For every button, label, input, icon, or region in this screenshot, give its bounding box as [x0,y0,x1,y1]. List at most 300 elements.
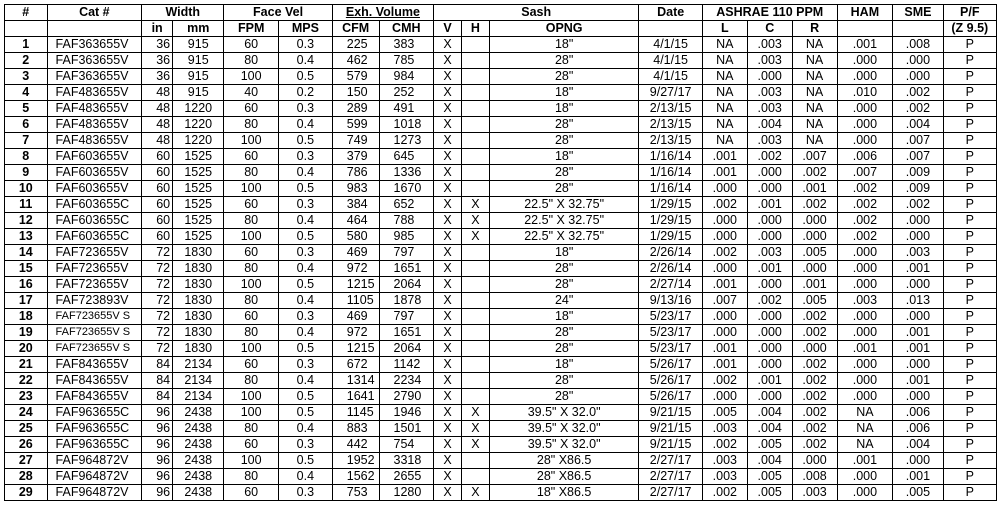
cell-c: .003 [747,53,792,69]
cell-h: X [461,485,489,501]
cell-v: X [434,69,462,85]
cell-mm: 1830 [173,325,224,341]
cell-fpm: 60 [224,149,279,165]
cell-cmh: 2064 [379,277,434,293]
cell-opng: 28" [489,53,639,69]
cell-cmh: 785 [379,53,434,69]
cell-pf: P [943,389,996,405]
cell-l: .000 [702,213,747,229]
cell-sme: .001 [893,341,943,357]
cell-pf: P [943,133,996,149]
cell-opng: 28" [489,165,639,181]
header-pf: P/F [943,5,996,21]
cell-date: 2/13/15 [639,117,703,133]
cell-mps: 0.5 [278,405,332,421]
cell-c: .000 [747,229,792,245]
cell-fpm: 80 [224,53,279,69]
cell-date: 2/26/14 [639,245,703,261]
cell-num: 7 [5,133,48,149]
cell-sme: .006 [893,405,943,421]
cell-opng: 22.5" X 32.75" [489,229,639,245]
cell-cfm: 225 [332,37,379,53]
cell-cmh: 1670 [379,181,434,197]
cell-h: X [461,437,489,453]
cell-h [461,245,489,261]
cell-sme: .007 [893,149,943,165]
cell-sme: .005 [893,485,943,501]
cell-c: .001 [747,373,792,389]
cell-v: X [434,213,462,229]
cell-fpm: 60 [224,485,279,501]
header-exh-volume [332,5,433,21]
cell-h [461,37,489,53]
cell-cmh: 1273 [379,133,434,149]
cell-cat: FAF843655V [47,389,142,405]
cell-r: .000 [792,213,837,229]
cell-mm: 1830 [173,261,224,277]
cell-date: 5/26/17 [639,389,703,405]
cell-cat: FAF723893V [47,293,142,309]
header-mps: MPS [278,21,332,37]
cell-r: .002 [792,357,837,373]
cell-r: .008 [792,469,837,485]
cell-sme: .000 [893,213,943,229]
cell-cat: FAF964872V [47,485,142,501]
cell-pf: P [943,453,996,469]
cell-l: NA [702,101,747,117]
table-row [5,469,997,485]
cell-r: .002 [792,325,837,341]
cell-in: 84 [142,357,173,373]
table-row [5,437,997,453]
cell-mm: 1525 [173,149,224,165]
cell-r: .000 [792,341,837,357]
cell-opng: 18" [489,85,639,101]
cell-num: 19 [5,325,48,341]
table-row [5,453,997,469]
header-sash: Sash [434,5,639,21]
cell-v: X [434,485,462,501]
cell-in: 72 [142,293,173,309]
cell-cmh: 797 [379,309,434,325]
cell-mps: 0.4 [278,53,332,69]
cell-v: X [434,389,462,405]
cell-mm: 1830 [173,277,224,293]
cell-sme: .000 [893,69,943,85]
cell-ham: .000 [837,485,893,501]
cell-l: .005 [702,405,747,421]
cell-pf: P [943,69,996,85]
cell-cat: FAF603655V [47,181,142,197]
cell-num: 28 [5,469,48,485]
cell-mm: 915 [173,37,224,53]
cell-opng: 28" [489,373,639,389]
cell-mm: 1220 [173,133,224,149]
header-c: C [747,21,792,37]
cell-mps: 0.4 [278,325,332,341]
cell-sme: .009 [893,165,943,181]
cell-pf: P [943,101,996,117]
cell-ham: .001 [837,37,893,53]
cell-in: 36 [142,53,173,69]
cell-in: 72 [142,325,173,341]
cell-fpm: 80 [224,117,279,133]
cell-cat: FAF723655V S [47,325,142,341]
header-in: in [142,21,173,37]
cell-mps: 0.5 [278,277,332,293]
cell-h [461,85,489,101]
table-row [5,357,997,373]
cell-cmh: 797 [379,245,434,261]
cell-fpm: 80 [224,213,279,229]
cell-mps: 0.3 [278,485,332,501]
cell-cfm: 983 [332,181,379,197]
table-row [5,133,997,149]
cell-l: .000 [702,261,747,277]
cell-l: .000 [702,229,747,245]
cell-cfm: 1215 [332,277,379,293]
cell-mm: 1220 [173,101,224,117]
cell-c: .002 [747,293,792,309]
cell-l: .000 [702,309,747,325]
cell-date: 5/26/17 [639,357,703,373]
cell-ham: .000 [837,357,893,373]
cell-cmh: 2790 [379,389,434,405]
cell-num: 22 [5,373,48,389]
cell-v: X [434,149,462,165]
table-row [5,341,997,357]
cell-num: 20 [5,341,48,357]
cell-fpm: 100 [224,133,279,149]
cell-sme: .002 [893,101,943,117]
cell-opng: 28" [489,69,639,85]
cell-v: X [434,373,462,389]
cell-in: 72 [142,277,173,293]
cell-mps: 0.3 [278,357,332,373]
cell-fpm: 60 [224,245,279,261]
header2-ham-empty [837,21,893,37]
cell-ham: .006 [837,149,893,165]
cell-v: X [434,357,462,373]
cell-cmh: 1651 [379,261,434,277]
header-l: L [702,21,747,37]
cell-mm: 2438 [173,421,224,437]
cell-cat: FAF723655V S [47,309,142,325]
cell-opng: 28" [489,261,639,277]
cell-date: 2/27/14 [639,277,703,293]
cell-pf: P [943,357,996,373]
cell-num: 23 [5,389,48,405]
cell-sme: .001 [893,261,943,277]
cell-fpm: 100 [224,453,279,469]
cell-pf: P [943,373,996,389]
cell-num: 12 [5,213,48,229]
cell-h: X [461,405,489,421]
cell-ham: .002 [837,197,893,213]
cell-in: 60 [142,181,173,197]
cell-r: .005 [792,293,837,309]
cell-date: 2/27/17 [639,485,703,501]
cell-r: .002 [792,389,837,405]
cell-date: 1/29/15 [639,229,703,245]
cell-fpm: 100 [224,405,279,421]
cell-c: .003 [747,133,792,149]
cell-cfm: 883 [332,421,379,437]
cell-mps: 0.3 [278,101,332,117]
cell-c: .000 [747,181,792,197]
cell-cfm: 1641 [332,389,379,405]
header-width: Width [142,5,224,21]
cell-mps: 0.3 [278,437,332,453]
cell-c: .005 [747,469,792,485]
cell-opng: 28" [489,325,639,341]
cell-in: 72 [142,261,173,277]
cell-sme: .001 [893,469,943,485]
cell-num: 11 [5,197,48,213]
cell-date: 2/26/14 [639,261,703,277]
cell-h [461,261,489,277]
cell-in: 96 [142,437,173,453]
cell-fpm: 100 [224,341,279,357]
cell-mm: 1525 [173,229,224,245]
table-row [5,37,997,53]
cell-ham: .000 [837,69,893,85]
cell-r: NA [792,37,837,53]
cell-mm: 1830 [173,293,224,309]
cell-mm: 2438 [173,453,224,469]
cell-r: NA [792,53,837,69]
cell-mm: 1525 [173,165,224,181]
cell-c: .000 [747,341,792,357]
cell-date: 9/21/15 [639,405,703,421]
cell-in: 96 [142,421,173,437]
cell-date: 1/16/14 [639,181,703,197]
header-face-vel-label: Face Vel [253,5,304,19]
cell-v: X [434,37,462,53]
cell-num: 1 [5,37,48,53]
cell-h [461,469,489,485]
cell-fpm: 80 [224,373,279,389]
cell-in: 48 [142,117,173,133]
header-row-2 [5,21,997,37]
cell-in: 84 [142,389,173,405]
cell-r: NA [792,133,837,149]
cell-c: .001 [747,197,792,213]
cell-l: .001 [702,165,747,181]
cell-h [461,181,489,197]
cell-mm: 2134 [173,373,224,389]
cell-fpm: 60 [224,309,279,325]
cell-opng: 28" [489,133,639,149]
cell-in: 72 [142,245,173,261]
cell-num: 15 [5,261,48,277]
cell-cat: FAF483655V [47,101,142,117]
header-mm: mm [173,21,224,37]
cell-in: 96 [142,469,173,485]
cell-l: .001 [702,149,747,165]
cell-pf: P [943,261,996,277]
cell-date: 5/23/17 [639,341,703,357]
cell-cfm: 1145 [332,405,379,421]
cell-v: X [434,437,462,453]
cell-pf: P [943,245,996,261]
cell-ham: .000 [837,469,893,485]
cell-fpm: 100 [224,69,279,85]
cell-cfm: 379 [332,149,379,165]
cell-cfm: 1314 [332,373,379,389]
cell-cfm: 580 [332,229,379,245]
cell-c: .005 [747,485,792,501]
cell-date: 5/26/17 [639,373,703,389]
cell-mm: 1830 [173,341,224,357]
cell-cat: FAF363655V [47,37,142,53]
cell-h [461,133,489,149]
cell-ham: .002 [837,181,893,197]
cell-num: 18 [5,309,48,325]
cell-num: 21 [5,357,48,373]
cell-sme: .004 [893,437,943,453]
cell-opng: 18" [489,149,639,165]
table-row [5,405,997,421]
cell-mm: 1830 [173,309,224,325]
table-body [5,37,997,501]
cell-cfm: 579 [332,69,379,85]
cell-num: 13 [5,229,48,245]
cell-cat: FAF723655V S [47,341,142,357]
cell-l: .002 [702,485,747,501]
cell-date: 2/27/17 [639,453,703,469]
cell-c: .003 [747,101,792,117]
cell-ham: NA [837,421,893,437]
cell-opng: 18" [489,357,639,373]
cell-opng: 39.5" X 32.0" [489,405,639,421]
cell-cfm: 786 [332,165,379,181]
cell-h [461,277,489,293]
cell-in: 48 [142,133,173,149]
cell-c: .000 [747,325,792,341]
cell-cat: FAF963655C [47,405,142,421]
table-row [5,485,997,501]
cell-cfm: 442 [332,437,379,453]
cell-opng: 22.5" X 32.75" [489,197,639,213]
table-row [5,149,997,165]
cell-ham: .000 [837,117,893,133]
cell-r: .002 [792,421,837,437]
cell-date: 1/29/15 [639,213,703,229]
cell-num: 9 [5,165,48,181]
cell-mps: 0.2 [278,85,332,101]
cell-v: X [434,325,462,341]
cell-v: X [434,261,462,277]
cell-cat: FAF964872V [47,453,142,469]
cell-opng: 18" [489,245,639,261]
cell-fpm: 80 [224,421,279,437]
cell-in: 60 [142,165,173,181]
cell-date: 1/29/15 [639,197,703,213]
cell-h [461,357,489,373]
table-row [5,245,997,261]
cell-pf: P [943,293,996,309]
cell-num: 6 [5,117,48,133]
cell-ham: NA [837,405,893,421]
table-row [5,373,997,389]
cell-mps: 0.4 [278,293,332,309]
cell-opng: 24" [489,293,639,309]
cell-in: 36 [142,37,173,53]
cell-date: 5/23/17 [639,309,703,325]
cell-cmh: 1651 [379,325,434,341]
cell-cmh: 3318 [379,453,434,469]
cell-mps: 0.4 [278,421,332,437]
cell-cmh: 984 [379,69,434,85]
cell-date: 2/13/15 [639,101,703,117]
cell-cat: FAF603655C [47,197,142,213]
cell-cat: FAF723655V [47,245,142,261]
cell-num: 16 [5,277,48,293]
cell-in: 96 [142,485,173,501]
cell-sme: .001 [893,325,943,341]
header-exh-volume-label: Exh. Volume [345,5,420,19]
cell-cfm: 462 [332,53,379,69]
cell-cat: FAF603655C [47,213,142,229]
cell-fpm: 60 [224,437,279,453]
cell-v: X [434,133,462,149]
cell-mps: 0.4 [278,117,332,133]
header2-sme-empty [893,21,943,37]
cell-date: 9/21/15 [639,437,703,453]
cell-r: .002 [792,437,837,453]
table-row [5,421,997,437]
cell-sme: .007 [893,133,943,149]
cell-sme: .002 [893,197,943,213]
cell-mps: 0.3 [278,197,332,213]
cell-cat: FAF603655C [47,229,142,245]
cell-pf: P [943,165,996,181]
cell-num: 27 [5,453,48,469]
cell-pf: P [943,437,996,453]
cell-pf: P [943,469,996,485]
cell-mps: 0.4 [278,213,332,229]
cell-opng: 28" [489,117,639,133]
cell-mps: 0.5 [278,133,332,149]
cell-cfm: 972 [332,261,379,277]
cell-date: 2/13/15 [639,133,703,149]
cell-ham: .007 [837,165,893,181]
cell-date: 4/1/15 [639,53,703,69]
cell-l: .000 [702,325,747,341]
cell-pf: P [943,277,996,293]
cell-sme: .013 [893,293,943,309]
cell-l: .007 [702,293,747,309]
cell-in: 96 [142,405,173,421]
cell-l: .002 [702,373,747,389]
cell-pf: P [943,325,996,341]
cell-fpm: 100 [224,181,279,197]
cell-c: .000 [747,213,792,229]
cell-num: 8 [5,149,48,165]
table-row [5,197,997,213]
cell-pf: P [943,149,996,165]
cell-r: .000 [792,453,837,469]
cell-cat: FAF483655V [47,85,142,101]
cell-r: .002 [792,405,837,421]
cell-ham: .000 [837,325,893,341]
header-h: H [461,21,489,37]
cell-h [461,165,489,181]
cell-fpm: 80 [224,293,279,309]
cell-mps: 0.5 [278,453,332,469]
cell-ham: .000 [837,53,893,69]
